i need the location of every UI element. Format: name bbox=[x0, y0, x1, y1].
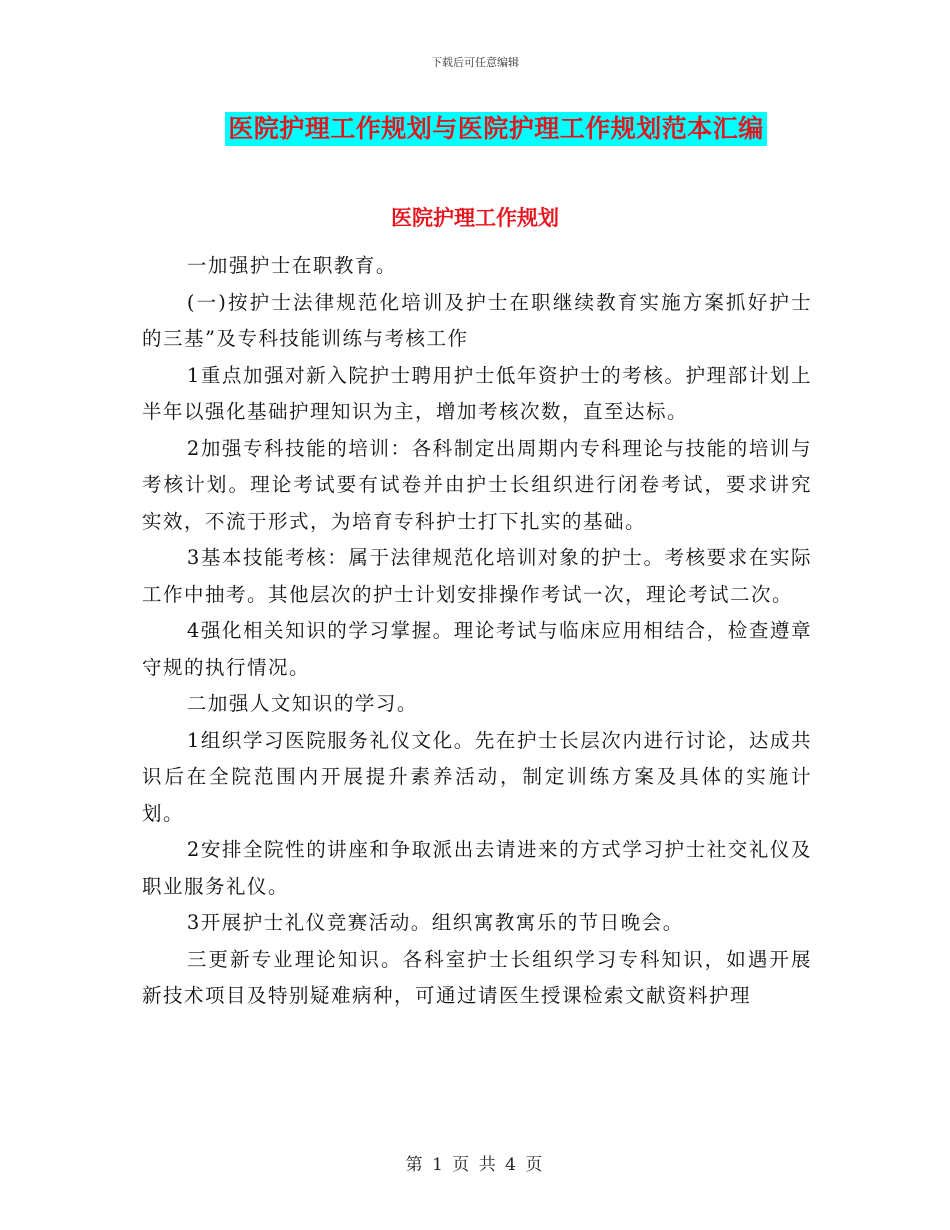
paragraph-11: 三更新专业理论知识。各科室护士长组织学习专科知识，如遇开展新技术项目及特别疑难病种，可通过请医生授课检索文献资料护理 bbox=[142, 947, 812, 1007]
paragraph-9: 2安排全院性的讲座和争取派出去请进来的方式学习护士社交礼仪及职业服务礼仪。 bbox=[142, 838, 812, 898]
page-header-note: 下载后可任意编辑 bbox=[431, 56, 519, 69]
paragraph-1: 一加强护士在职教育。 bbox=[186, 254, 397, 277]
paragraph-2: (一)按护士法律规范化培训及护士在职继续教育实施方案抓好护士的三基”及专科技能训练与考核工作 bbox=[142, 290, 812, 350]
paragraph-7: 二加强人文知识的学习。 bbox=[186, 692, 418, 715]
page-footer-pagination: 第 1 页 共 4 页 bbox=[405, 1155, 545, 1175]
paragraph-5: 3基本技能考核：属于法律规范化培训对象的护士。考核要求在实际工作中抽考。其他层次的护士计划安排操作考试一次，理论考试二次。 bbox=[142, 546, 812, 606]
document-title-container bbox=[0, 112, 950, 146]
document-title: 医院护理工作规划与医院护理工作规划范本汇编 bbox=[225, 112, 767, 146]
section-title: 医院护理工作规划 bbox=[391, 205, 559, 230]
paragraph-3: 1重点加强对新入院护士聘用护士低年资护士的考核。护理部计划上半年以强化基础护理知识为主，增加考核次数，直至达标。 bbox=[142, 363, 812, 423]
paragraph-4: 2加强专科技能的培训：各科制定出周期内专科理论与技能的培训与考核计划。理论考试要有试卷并由护士长组织进行闭卷考试，要求讲究实效，不流于形式，为培育专科护士打下扎实的基础。 bbox=[142, 436, 812, 533]
paragraph-10: 3开展护士礼仪竞赛活动。组织寓教寓乐的节日晚会。 bbox=[186, 911, 684, 934]
paragraph-6: 4强化相关知识的学习掌握。理论考试与临床应用相结合，检查遵章守规的执行情况。 bbox=[142, 619, 812, 679]
document-body bbox=[142, 248, 812, 1015]
paragraph-8: 1组织学习医院服务礼仪文化。先在护士长层次内进行讨论，达成共识后在全院范围内开展提升素养活动，制定训练方案及具体的实施计划。 bbox=[142, 728, 812, 825]
